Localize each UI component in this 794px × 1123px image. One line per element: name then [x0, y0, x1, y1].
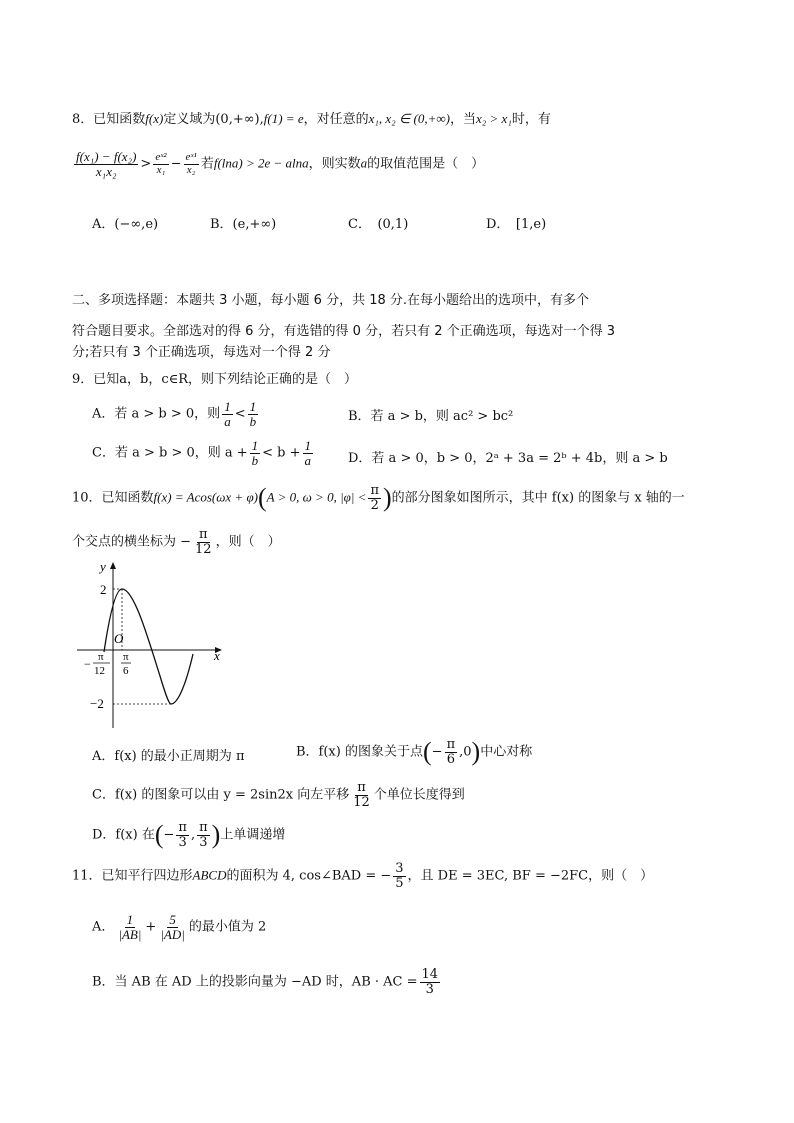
q10-pi-half	[368, 484, 381, 512]
q10-text: 的部分图象如图所示，其中 f(x) 的图象与 x 轴的一	[391, 490, 685, 506]
q10-option-b: B．f(x) 的图象关于点(− $\frac{\pi}{6}$ ,0)中心对称	[296, 736, 533, 767]
q8-line2	[72, 150, 484, 178]
q10-c-text: C．f(x) 的图象可以由 y = 2sin2x 向左平移	[92, 787, 350, 803]
frac-den: b	[251, 452, 259, 468]
paren: )	[211, 820, 221, 849]
q8-frac-num: f(x₁) − f(x₂)	[76, 149, 137, 164]
frac-num: π	[199, 527, 208, 542]
section-2-line2: 符合题目要求。全部选对的得 6 分，有选错的得 0 分，若只有 2 个正确选项，每选对一个得 3	[72, 324, 616, 339]
q8-minus: −	[170, 156, 182, 172]
q8-option-b: B．(e,+∞)	[210, 217, 277, 232]
q9-a-text: A．若 a > b > 0，则	[92, 406, 221, 422]
q11-b-text: B．当 AB 在 AD 上的投影向量为 −AD 时，AB · AC =	[92, 974, 418, 990]
tick-right-den: 6	[123, 665, 129, 677]
tick-right-num: π	[123, 651, 129, 663]
q10-d-text: D．f(x) 在	[92, 827, 155, 843]
q9-a-lt: <	[234, 406, 246, 422]
q8-option-d: D． [1,e)	[486, 217, 547, 232]
origin-label: O	[114, 631, 124, 646]
q8-efrac-den: x₁	[156, 163, 166, 176]
q8-option-a: A．(−∞,e)	[92, 217, 159, 232]
q10-graph	[72, 556, 232, 731]
q11-abcd: ABCD	[192, 867, 227, 883]
q11-frac	[393, 862, 405, 890]
q8-text: 已知函数	[93, 112, 146, 127]
paren: )	[471, 737, 481, 766]
q11-b-frac	[420, 968, 441, 996]
q10-option-a: A．f(x) 的最小正周期为 π	[92, 749, 245, 764]
y-axis-label: y	[100, 559, 106, 574]
q8-var-a: a	[360, 155, 368, 171]
tick-left-den: 12	[94, 665, 105, 677]
q10-b-text: 中心对称	[480, 744, 533, 760]
frac-num: 1	[304, 438, 312, 453]
q8-text: ，则实数	[308, 156, 361, 172]
q11-option-a	[92, 913, 266, 941]
q8-f1: f(1) = e	[263, 111, 304, 126]
q10-paren-left: (	[257, 483, 267, 512]
q8-efrac-num: eˣ²	[155, 151, 167, 164]
q11-stem	[72, 862, 653, 890]
frac-den: 6	[446, 751, 455, 767]
frac-den: 3	[178, 834, 187, 850]
q8-number: 8．	[72, 112, 94, 127]
q8-text: 若	[200, 156, 214, 172]
q11-a-text: 的最小值为 2	[188, 919, 267, 935]
q10-b-text: B．f(x) 的图象关于点	[296, 744, 423, 760]
q9-c-frac1	[250, 439, 261, 467]
frac-num: 1	[224, 399, 231, 414]
q8-text: ，对任意的	[303, 112, 369, 127]
frac-den: |AB|	[118, 926, 142, 942]
q9-option-d: D．若 a > 0，b > 0，2ᵃ + 3a = 2ᵇ + 4b，则 a > b	[348, 451, 668, 466]
paren: (	[422, 737, 432, 766]
q10-func: f(x) = Acos(ωx + φ)	[153, 489, 258, 505]
frac-num: π	[370, 482, 379, 498]
q10-line1	[72, 483, 685, 513]
frac-den: 3	[199, 834, 208, 850]
frac-den: 12	[195, 541, 212, 557]
section-2-line1: 二、多项选择题：本题共 3 小题，每小题 6 分，共 18 分.在每小题给出的选项中，有多个	[72, 293, 590, 308]
q10-text: ，则（ ）	[215, 534, 281, 550]
q10-option-c	[92, 781, 465, 809]
paren: (	[154, 820, 164, 849]
q11-text: ，且 DE = 3EC, BF = −2FC，则（ ）	[407, 868, 654, 884]
frac-num: π	[199, 819, 208, 835]
frac-den: 5	[395, 875, 404, 891]
frac-num: π	[357, 780, 366, 795]
q11-text: 的面积为 4, cos∠BAD = −	[226, 868, 392, 884]
q10-text: 个交点的横坐标为 −	[72, 534, 192, 550]
q10-b-frac	[445, 738, 458, 766]
q11-a-frac2	[158, 913, 186, 941]
cosine-curve	[104, 589, 193, 704]
q8-gt: >	[140, 156, 152, 172]
q10-option-d: D．f(x) 在(− $\frac{\pi}{3}$ , $\frac{\pi}{3}$ )上单调递增	[92, 819, 286, 850]
tick-left-num: π	[98, 651, 104, 663]
q9-stem: 9．已知a，b，c∈R，则下列结论正确的是（ ）	[72, 372, 358, 387]
q10-d-text: 上单调递增	[220, 827, 286, 843]
q11-text: 11．已知平行四边形	[72, 868, 193, 884]
q9-c-text: < b +	[262, 445, 301, 461]
q8-efrac-2	[184, 152, 199, 176]
q9-option-c	[92, 439, 315, 467]
q8-text: 的取值范围是（ ）	[367, 156, 485, 172]
q11-option-b	[92, 968, 442, 996]
q8-text: 定义域为	[163, 112, 216, 127]
q10-cond: A > 0, ω > 0, |φ| <	[266, 489, 367, 505]
q10-b-text: ,0	[459, 744, 472, 760]
frac-den: a	[224, 413, 231, 429]
frac-num: 14	[421, 967, 439, 982]
x-axis-label: x	[214, 648, 220, 663]
q8-text: ，当	[449, 112, 476, 127]
frac-num: 1	[126, 912, 134, 927]
y-axis-arrow	[110, 562, 116, 569]
tick-left-sign: −	[84, 657, 91, 671]
frac-den: 12	[353, 794, 370, 810]
q10-text: 10．已知函数	[72, 490, 154, 506]
q10-paren-right: )	[382, 483, 392, 512]
q10-line2	[72, 528, 281, 556]
q9-c-frac2	[303, 439, 314, 467]
q8-x1x2: x₁, x₂ ∈ (0,+∞)	[368, 111, 450, 126]
q10-d-frac2	[197, 821, 210, 849]
frac-den: b	[249, 413, 257, 429]
q9-option-b: B．若 a > b，则 ac² > bc²	[348, 409, 514, 424]
q8-efrac-1	[153, 152, 168, 176]
q9-option-a	[92, 400, 260, 428]
q9-a-frac2	[248, 400, 259, 428]
q8-line1: 8．已知函数f(x)定义域为(0,+∞),f(1) = e，对任意的x₁, x₂ ∈ (0,+∞)，当x₂ > x₁时，有	[72, 111, 551, 127]
q8-text: 时，有	[511, 112, 551, 127]
q11-a-frac1	[116, 913, 143, 941]
q10-frac	[193, 528, 214, 556]
y-max-label: 2	[100, 582, 107, 597]
section-2-line3: 分;若只有 3 个正确选项，每选对一个得 2 分	[72, 345, 331, 360]
q9-c-text: C．若 a > b > 0，则 a +	[92, 445, 248, 461]
q8-domain: (0,+∞)	[215, 112, 260, 127]
frac-num: 1	[249, 399, 257, 414]
q8-efrac-num: eˣ¹	[185, 151, 197, 164]
q8-frac-den: x₁x₂	[95, 163, 117, 179]
q11-a-text: A．	[92, 919, 115, 935]
q8-cond: x₂ > x₁	[475, 111, 512, 126]
q8-option-c: C． (0,1)	[348, 217, 409, 232]
q8-inequality: f(lna) > 2e − alna	[213, 155, 309, 171]
frac-num: π	[178, 819, 187, 835]
q8-fx: f(x)	[145, 111, 164, 126]
q8-fraction	[74, 150, 138, 178]
frac-den: |AD|	[160, 926, 185, 942]
q11-a-plus: +	[145, 919, 157, 935]
frac-num: 1	[251, 438, 259, 453]
q10-c-text: 个单位长度得到	[373, 787, 465, 803]
frac-den: 3	[425, 981, 434, 997]
frac-num: π	[446, 736, 456, 752]
frac-den: 2	[370, 497, 379, 513]
y-min-label: −2	[90, 696, 104, 711]
frac-den: a	[304, 452, 312, 468]
frac-num: 3	[395, 861, 404, 876]
q9-a-frac1	[222, 400, 233, 428]
frac-num: 5	[169, 912, 176, 927]
q8-efrac-den: x₂	[186, 163, 196, 176]
q10-c-frac	[351, 781, 372, 809]
q10-d-frac1	[176, 821, 189, 849]
